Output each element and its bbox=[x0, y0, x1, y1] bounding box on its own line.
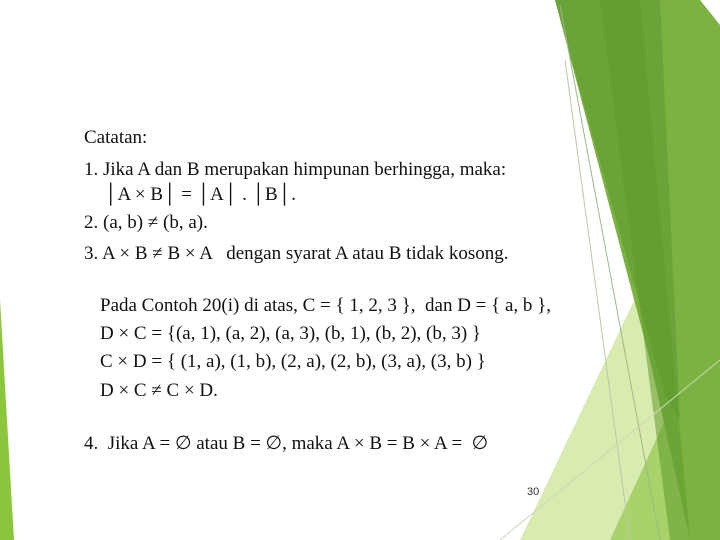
page-number: 30 bbox=[527, 486, 540, 498]
notes-heading: Catatan: bbox=[84, 127, 148, 148]
note-item-2: 2. (a, b) ≠ (b, a). bbox=[84, 212, 208, 233]
left-green-bar bbox=[0, 300, 14, 540]
note-item-4: 4. Jika A = ∅ atau B = ∅, maka A × B = B × A = ∅ bbox=[84, 433, 489, 454]
note-item-1-formula: │A × B│ = │A│ . │B│. bbox=[104, 184, 296, 205]
example-conclusion: D × C ≠ C × D. bbox=[100, 380, 218, 401]
example-intro: Pada Contoh 20(i) di atas, C = { 1, 2, 3 }, dan D = { a, b }, bbox=[100, 295, 552, 316]
example-c-times-d: C × D = { (1, a), (1, b), (2, a), (2, b), (3, a), (3, b) } bbox=[100, 351, 486, 372]
note-item-1: 1. Jika A dan B merupakan himpunan berhingga, maka: bbox=[84, 159, 507, 180]
note-item-3: 3. A × B ≠ B × A dengan syarat A atau B tidak kosong. bbox=[84, 243, 509, 264]
example-d-times-c: D × C = {(a, 1), (a, 2), (a, 3), (b, 1), (b, 2), (b, 3) } bbox=[100, 323, 482, 344]
